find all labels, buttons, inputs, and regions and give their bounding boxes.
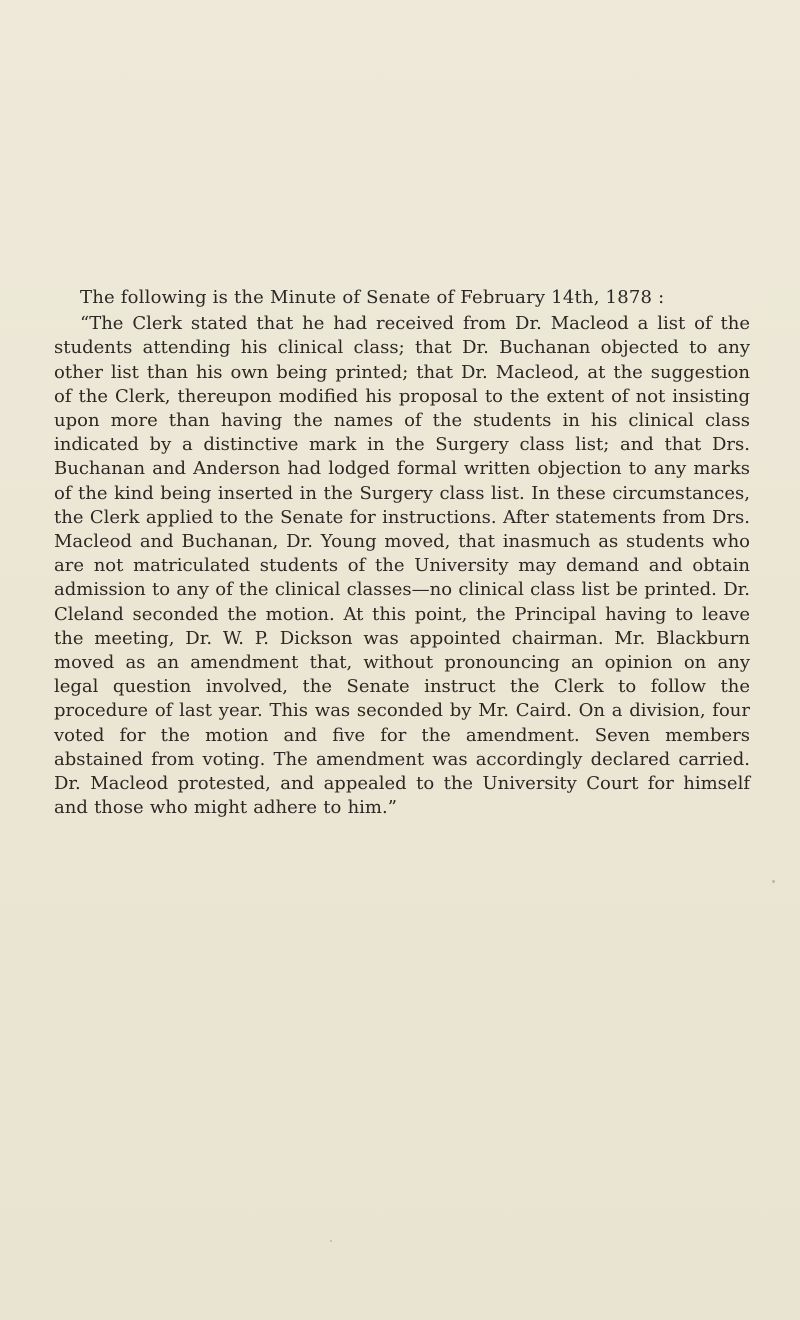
text-block [54, 286, 750, 820]
intro-line: The following is the Minute of Senate of February 14th, 1878 : [80, 287, 665, 308]
paper-speck [772, 880, 775, 883]
paper-speck [330, 1240, 332, 1242]
minute-paragraph: “The Clerk stated that he had received from Dr. Macleod a list of the students attending his clinical class; that Dr. Buchanan objected to any other list than his own being printed; that Dr. Macleod, at the suggestion of the Clerk, thereupon modified his proposal to the extent of not insisting upon more than having the names of the students in his clinical class indicated by a distinctive mark in the Surgery class list; and that Drs. Buchanan and Anderson had lodged formal written objection to any marks of the kind being inserted in the Surgery class list. In these circumstances, the Clerk applied to the Senate for instructions. After statements from Drs. Macleod and Buchanan, Dr. Young moved, that inasmuch as students who are not matriculated students of the University may demand and obtain admission to any of the clinical classes—no clinical class list be printed. Dr. Cleland seconded the motion. At this point, the Principal having to leave the meeting, Dr. W. P. Dickson was appointed chairman. Mr. Blackburn moved as an amendment that, without pronouncing an opinion on any legal question involved, the Senate instruct the Clerk to follow the procedure of last year. This was seconded by Mr. Caird. On a division, four voted for the motion and five for the amendment. Seven members abstained from voting. The amendment was accordingly declared carried. Dr. Macleod protested, and appealed to the University Court for himself and those who might adhere to him.” [54, 313, 750, 819]
